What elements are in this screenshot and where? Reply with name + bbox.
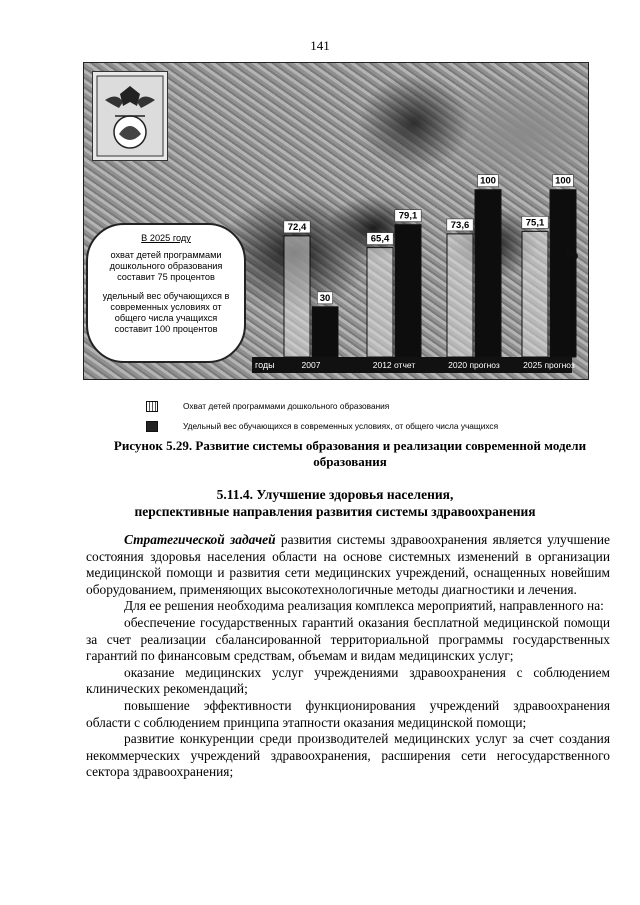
callout-text-modern: удельный вес обучающихся в современных условиях от общего числа учащихся составит 100 процентов: [102, 291, 230, 334]
bar-preschool: [367, 248, 393, 357]
figure-education-chart: [83, 62, 589, 380]
data-label: 65,4: [370, 233, 390, 245]
data-label: 72,4: [287, 221, 307, 233]
data-label: 75,1: [525, 217, 545, 229]
x-tick-label: 2020 прогноз: [448, 360, 500, 370]
legend-item-preschool: [146, 398, 606, 414]
figure-caption: Рисунок 5.29. Развитие системы образования и реализации современной модели образования: [113, 438, 587, 469]
paragraph: [86, 532, 610, 598]
x-tick-label: 2007: [301, 360, 321, 370]
page-number: 141: [310, 38, 330, 53]
unit-label: %: [565, 246, 579, 262]
legend-label: Охват детей программами дошкольного образования: [183, 401, 390, 411]
x-tick-label: 2012 отчет: [372, 360, 416, 370]
x-axis-prefix: годы: [255, 360, 275, 370]
data-label: 73,6: [450, 219, 470, 231]
data-label: 30: [319, 292, 331, 304]
body-text: [86, 532, 610, 781]
data-label: 79,1: [398, 210, 418, 222]
paragraph-lead: Стратегической задачей: [124, 532, 276, 547]
bar-preschool: [284, 236, 310, 357]
data-label: 100: [555, 175, 571, 187]
bar-preschool: [522, 231, 548, 357]
bar-modern: [312, 307, 338, 357]
callout-title: В 2025 году: [141, 233, 191, 243]
paragraph: развитие конкуренции среди производителей медицинских услуг за счет создания некоммерческих учреждений здравоохранения, расширения сети негосударственного сектора здравоохранения;: [86, 731, 610, 780]
callout-text-preschool: охват детей программами дошкольного образования составит 75 процентов: [109, 250, 223, 282]
section-heading: [70, 486, 600, 520]
bar-modern: [395, 225, 421, 357]
legend-swatch-hatched: [146, 401, 158, 412]
section-heading-line2: перспективные направления развития системы здравоохранения: [134, 504, 536, 519]
legend-item-modern: [146, 418, 606, 434]
paragraph-text: развития системы здравоохранения является улучшение состояния здоровья населения области на основе системных изменений в организации медицинской помощи и развития сети медицинских учреждений, оснащенных новейшим оборудованием, применяющих высокотехнологичные методы диагностики и лечения.: [86, 532, 610, 597]
data-label: 100: [480, 175, 496, 187]
paragraph: Для ее решения необходима реализация комплекса мероприятий, направленного на:: [124, 598, 604, 614]
paragraph: обеспечение государственных гарантий оказания бесплатной медицинской помощи за счет реализации сбалансированной территориальной программы государственных гарантий по финансовым средствам, объемам и видам медицинских услуг;: [86, 614, 610, 664]
paragraph: повышение эффективности функционирования учреждений здравоохранения области с соблюдением принципа этапности оказания медицинской помощи;: [86, 697, 610, 730]
x-tick-label: 2025 прогноз: [523, 360, 575, 370]
section-heading-line1: 5.11.4. Улучшение здоровья населения,: [216, 487, 454, 502]
chart-legend: [146, 398, 606, 438]
paragraph: оказание медицинских услуг учреждениями здравоохранения с соблюдением клинических рекомендаций;: [86, 664, 610, 697]
callout-box: [86, 223, 246, 363]
legend-label: Удельный вес обучающихся в современных условиях, от общего числа учащихся: [183, 421, 499, 431]
legend-swatch-dark: [146, 421, 158, 432]
bar-preschool: [447, 234, 473, 357]
bar-modern: [475, 190, 501, 357]
bar-modern: [550, 190, 576, 357]
